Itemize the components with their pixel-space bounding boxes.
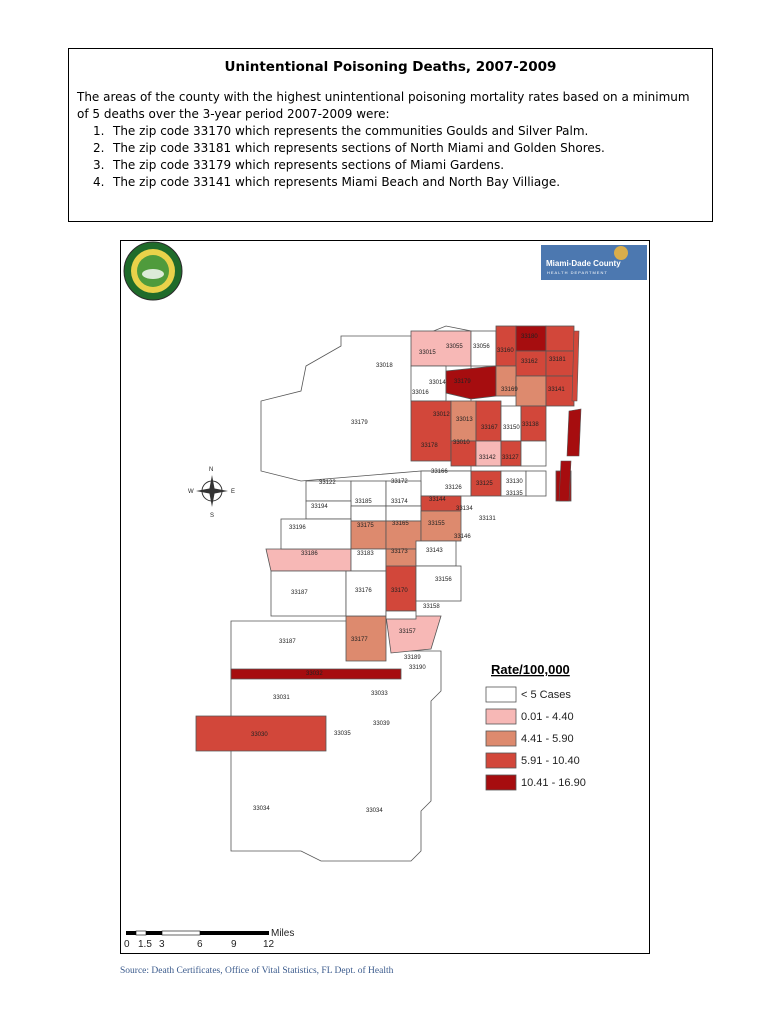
zip-area-33187 xyxy=(271,571,346,616)
legend-label: 5.91 - 10.40 xyxy=(521,755,580,767)
zip-label: 33131 xyxy=(479,516,496,522)
svg-text:E: E xyxy=(231,489,236,495)
legend-label: 10.41 - 16.90 xyxy=(521,777,586,789)
zip-label: 33144 xyxy=(429,497,446,503)
zip-label: 33056 xyxy=(473,344,490,350)
list-item: 4. The zip code 33141 which represents Miami Beach and North Bay Villiage. xyxy=(93,175,561,189)
zip-label: 33150 xyxy=(503,425,520,431)
zip-label: 33015 xyxy=(419,350,436,356)
zip-area-33156 xyxy=(416,566,461,601)
zip-area-33138 xyxy=(521,441,546,466)
zip-label: 33185 xyxy=(355,499,372,505)
scale-tick: 6 xyxy=(197,939,203,950)
zip-label: 33135 xyxy=(506,491,523,497)
zip-label: 33196 xyxy=(289,525,306,531)
zip-label: 33018 xyxy=(376,363,393,369)
zip-label: 33010 xyxy=(453,440,470,446)
choropleth-map xyxy=(120,240,650,954)
zip-area-33167 xyxy=(501,406,521,441)
zip-label: 33174 xyxy=(391,499,408,505)
zip-label: 33183 xyxy=(357,551,374,557)
svg-text:HEALTH DEPARTMENT: HEALTH DEPARTMENT xyxy=(547,270,608,275)
scale-bar xyxy=(124,928,294,950)
zip-label: 33189 xyxy=(404,655,421,661)
scale-tick: 1.5 xyxy=(138,939,152,950)
zip-label: 33033 xyxy=(371,691,388,697)
map-legend xyxy=(486,662,586,790)
legend-swatch xyxy=(486,731,516,746)
zip-label: 33162 xyxy=(521,359,538,365)
svg-text:W: W xyxy=(188,489,194,495)
zip-label: 33013 xyxy=(456,417,473,423)
zip-label: 33130 xyxy=(506,479,523,485)
scale-tick: 12 xyxy=(263,939,275,950)
zip-label: 33175 xyxy=(357,523,374,529)
zip-label: 33030 xyxy=(251,732,268,738)
zip-area-33130 xyxy=(526,471,546,496)
zip-label: 33160 xyxy=(497,348,514,354)
zip-area-33161 xyxy=(516,376,546,406)
zip-label: 33134 xyxy=(456,506,473,512)
zip-label: 33122 xyxy=(319,480,336,486)
zip-label: 33016 xyxy=(412,390,429,396)
list-item: 1. The zip code 33170 which represents the communities Goulds and Silver Palm. xyxy=(93,124,589,138)
zip-area-33160b xyxy=(546,326,574,351)
zip-label: 33138 xyxy=(522,422,539,428)
zip-label: 33014 xyxy=(429,380,446,386)
zip-area-33160 xyxy=(496,326,516,366)
zip-area-33127 xyxy=(501,441,521,466)
legend-label: < 5 Cases xyxy=(521,689,571,701)
zip-area-33013 xyxy=(476,401,501,441)
zip-label: 33157 xyxy=(399,629,416,635)
zip-label: 33166 xyxy=(431,469,448,475)
scale-unit: Miles xyxy=(271,928,295,939)
findings-list xyxy=(77,123,704,191)
list-item: 2. The zip code 33181 which represents sections of North Miami and Golden Shores. xyxy=(93,141,605,155)
legend-swatch xyxy=(486,709,516,724)
page-title: Unintentional Poisoning Deaths, 2007-2009 xyxy=(224,59,557,75)
zip-label: 33012 xyxy=(433,412,450,418)
zip-label: 33032 xyxy=(306,671,323,677)
zip-label: 33031 xyxy=(273,695,290,701)
zip-area-33142 xyxy=(476,441,501,466)
zip-label: 33180 xyxy=(521,334,538,340)
summary-box xyxy=(68,48,713,222)
legend-swatch xyxy=(486,753,516,768)
zip-area-33181 xyxy=(546,351,574,376)
map-canvas xyxy=(121,241,649,953)
summary-intro: The areas of the county with the highest unintentional poisoning mortality rates based on a minimum of 5 deaths over the 3-year period 2007-2009 were: xyxy=(77,90,690,121)
zip-label: 33169 xyxy=(501,387,518,393)
zip-label: 33141 xyxy=(548,387,565,393)
zip-label: 33187 xyxy=(291,590,308,596)
svg-text:S: S xyxy=(210,513,215,519)
scale-tick: 0 xyxy=(124,939,130,950)
zip-label: 33165 xyxy=(392,521,409,527)
zip-label: 33035 xyxy=(334,731,351,737)
legend-title: Rate/100,000 xyxy=(491,662,570,677)
list-item: 3. The zip code 33179 which represents sections of Miami Gardens. xyxy=(93,158,505,172)
zip-area-33196 xyxy=(281,519,351,549)
legend-swatch xyxy=(486,687,516,702)
zip-label: 33181 xyxy=(549,357,566,363)
zip-label: 33179 xyxy=(454,379,471,385)
zip-label: 33176 xyxy=(355,588,372,594)
zip-area-33174 xyxy=(386,506,421,521)
zip-label: 33170 xyxy=(391,588,408,594)
source-note: Source: Death Certificates, Office of Vital Statistics, FL Dept. of Health xyxy=(120,966,394,976)
zip-label: 33158 xyxy=(423,604,440,610)
zip-label: 33156 xyxy=(435,577,452,583)
zip-label: 33125 xyxy=(476,481,493,487)
zip-label: 33155 xyxy=(428,521,445,527)
zip-label: 33034 xyxy=(366,808,383,814)
zip-label: 33039 xyxy=(373,721,390,727)
zip-label: 33127 xyxy=(502,455,519,461)
zip-label: 33186 xyxy=(301,551,318,557)
zip-label: 33146 xyxy=(454,534,471,540)
zip-label: 33173 xyxy=(391,549,408,555)
zip-label: 33194 xyxy=(311,504,328,510)
legend-label: 4.41 - 5.90 xyxy=(521,733,574,745)
county-seal-logo xyxy=(124,242,182,300)
zip-label: 33187 xyxy=(279,639,296,645)
svg-text:N: N xyxy=(209,467,214,473)
zip-label: 33126 xyxy=(445,485,462,491)
zip-label: 33179 xyxy=(351,420,368,426)
zip-area-33185 xyxy=(351,506,386,521)
health-department-logo xyxy=(541,245,647,280)
zip-label: 33034 xyxy=(253,806,270,812)
zip-label: 33055 xyxy=(446,344,463,350)
zip-label: 33178 xyxy=(421,443,438,449)
scale-tick: 3 xyxy=(159,939,165,950)
scale-tick: 9 xyxy=(231,939,237,950)
zip-area-33178 xyxy=(411,401,451,461)
legend-label: 0.01 - 4.40 xyxy=(521,711,574,723)
zip-area-33158 xyxy=(386,611,416,619)
legend-swatch xyxy=(486,775,516,790)
compass-rose-icon xyxy=(188,467,235,519)
zip-label: 33172 xyxy=(391,479,408,485)
zip-label: 33190 xyxy=(409,665,426,671)
zip-label: 33143 xyxy=(426,548,443,554)
zip-label: 33177 xyxy=(351,637,368,643)
zip-label: 33142 xyxy=(479,455,496,461)
zip-label: 33167 xyxy=(481,425,498,431)
svg-text:Miami-Dade County: Miami-Dade County xyxy=(546,259,621,268)
